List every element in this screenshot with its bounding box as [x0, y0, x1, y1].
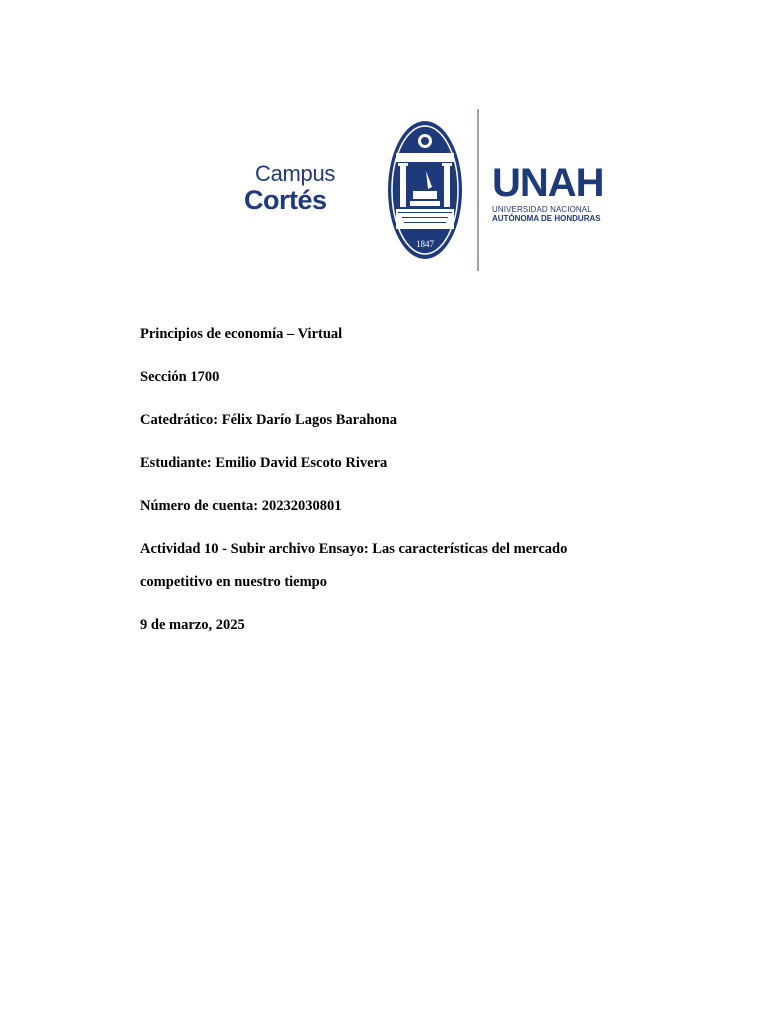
campus-cortes-logo: [244, 163, 335, 214]
unah-name-line1: UNIVERSIDAD NACIONAL: [492, 205, 592, 214]
logo-divider: [477, 109, 479, 271]
unah-seal-icon: [386, 119, 464, 261]
cover-info: [140, 318, 640, 642]
activity-title-line2: competitivo en nuestro tiempo: [140, 574, 327, 590]
unah-acronym: UNAH: [492, 161, 604, 205]
account-number: Número de cuenta: 20232030801: [140, 498, 342, 514]
student: Estudiante: Emilio David Escoto Rivera: [140, 455, 388, 471]
professor: Catedrático: Félix Darío Lagos Barahona: [140, 412, 397, 428]
campus-logo-line2: Cortés: [244, 185, 327, 215]
date: 9 de marzo, 2025: [140, 617, 245, 633]
section: Sección 1700: [140, 369, 220, 385]
campus-logo-line1: Campus: [255, 161, 336, 186]
course-name: Principios de economía – Virtual: [140, 326, 343, 342]
seal-year: 1847: [416, 239, 434, 249]
unah-name-line2: AUTÓNOMA DE HONDURAS: [492, 214, 601, 223]
header-logos: [240, 105, 620, 275]
unah-logo: [492, 163, 604, 223]
activity-title-line1: Actividad 10 - Subir archivo Ensayo: Las características del mercado: [140, 541, 568, 557]
